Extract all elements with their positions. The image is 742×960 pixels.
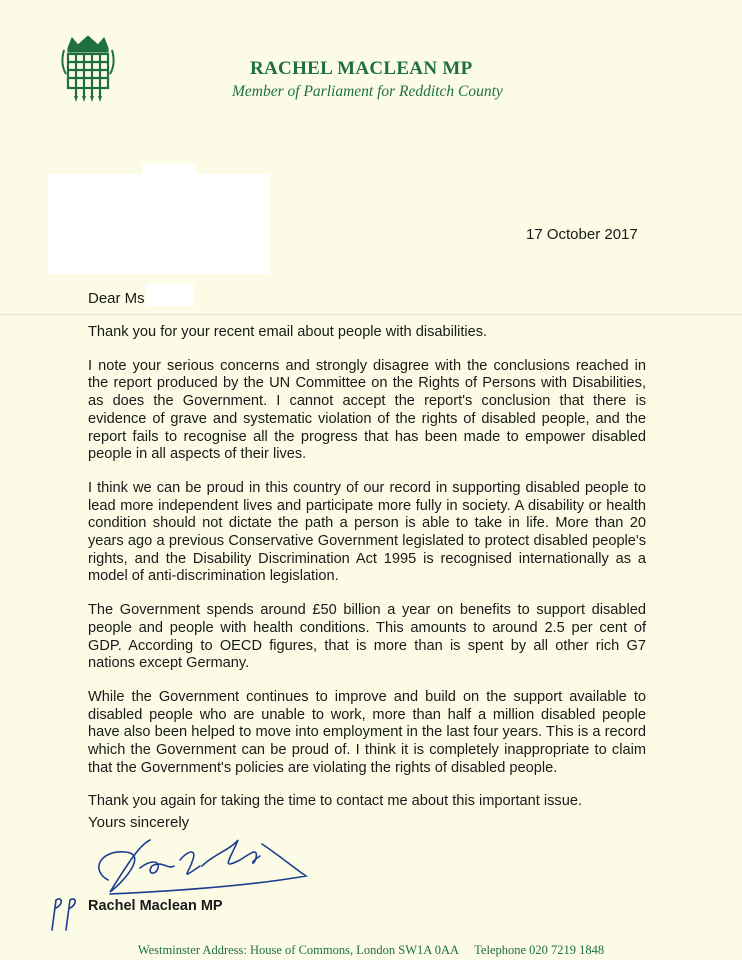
closing: Yours sincerely [88, 814, 190, 831]
handwritten-pp-icon [44, 894, 84, 934]
paragraph: I think we can be proud in this country of our record in supporting disabled people to lead more independent lives and participate more fully in society. A disability or health condition should not dictate the path a person is able to take in life. More than 20 years ago a previous Conservative Government legislated to protect disabled people's rights, and the Disability Discrimination Act 1995 is recognised internationally as a model of anti-discrimination legislation. [88, 479, 646, 585]
signer-name: Rachel Maclean MP [88, 898, 223, 914]
paragraph: I note your serious concerns and strongly disagree with the conclusions reached in the report produced by the UN Committee on the Rights of Persons with Disabilities, as does the Government. I cannot accept the report's conclusion that there is evidence of grave and systematic violation of the rights of disabled people, and the report fails to recognise all the progress that has been made to empower disabled people in all aspects of their lives. [88, 357, 646, 463]
portcullis-icon [58, 34, 118, 104]
handwritten-signature-icon [80, 830, 310, 900]
mp-role: Member of Parliament for Redditch County [232, 83, 503, 100]
paper-fold-line [0, 314, 742, 315]
paragraph: While the Government continues to improve and build on the support available to disabled people who are unable to work, more than half a million disabled people have also been helped to move into employment in the last four years. This is a record which the Government can be proud of. I think it is completely inappropriate to claim that the Government's policies are violating the rights of disabled people. [88, 688, 646, 776]
paragraph: Thank you again for taking the time to contact me about this important issue. [88, 793, 583, 810]
footer-address: Westminster Address: House of Commons, London SW1A 0AA [137, 943, 460, 957]
mp-name: RACHEL MACLEAN MP [250, 58, 473, 79]
salutation: Dear Ms [88, 290, 145, 307]
paragraph: Thank you for your recent email about people with disabilities. [88, 324, 488, 340]
footer-telephone: Telephone 020 7219 1848 [474, 943, 605, 957]
redaction-box [146, 284, 194, 306]
paragraph: The Government spends around £50 billion a year on benefits to support disabled people and people with health conditions. This amounts to around 2.5 per cent of GDP. According to OECD figures, that is more than is spent by all other rich G7 nations except Germany. [88, 602, 646, 672]
letter-date: 17 October 2017 [526, 226, 638, 243]
letter-body [88, 324, 646, 827]
redaction-box [48, 174, 270, 274]
footer [0, 943, 742, 958]
